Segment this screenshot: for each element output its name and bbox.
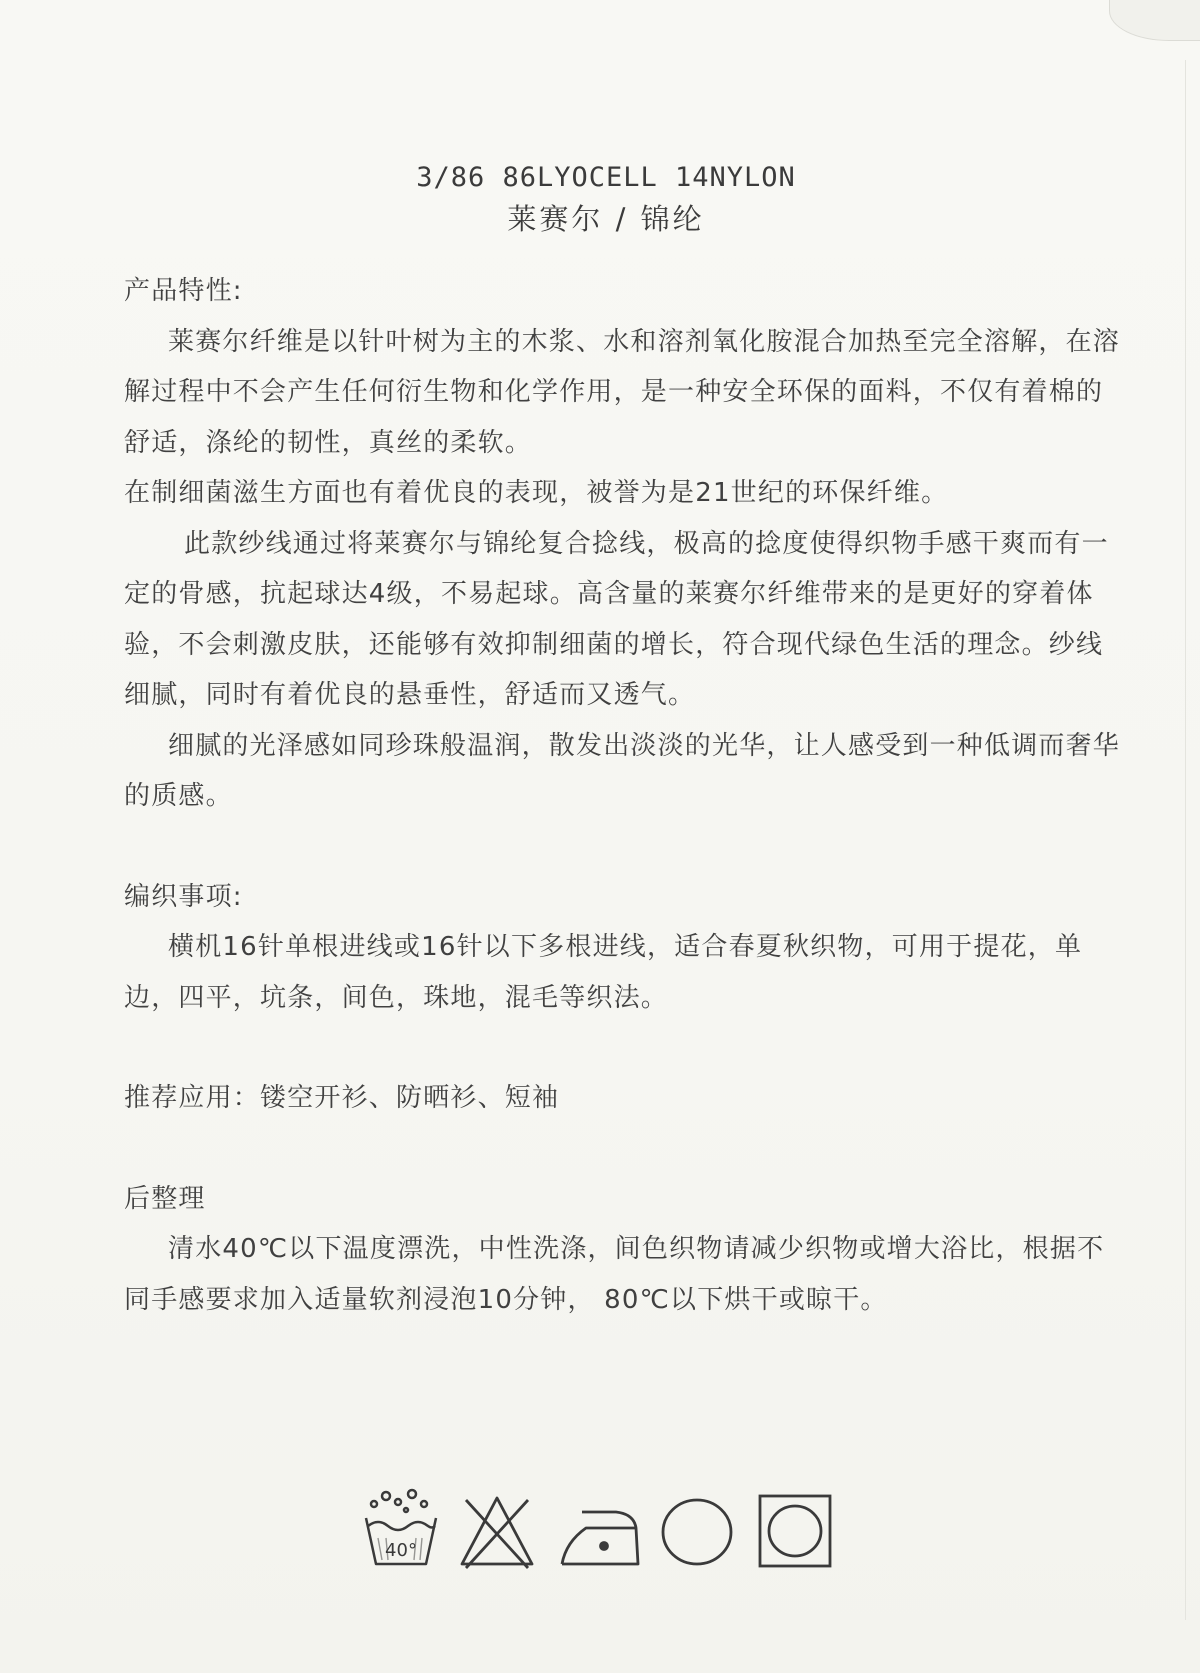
features-paragraph-3: 此款纱线通过将莱赛尔与锦纶复合捻线，极高的捻度使得织物手感干爽而有一定的骨感，抗起球达4级，不易起球。高含量的莱赛尔纤维带来的是更好的穿着体验，不会刺激皮肤，还能够有效抑制细菌的增长，符合现代绿色生活的理念。纱线细腻，同时有着优良的悬垂性，舒适而又透气。 [124,528,1109,710]
application-text: 推荐应用：镂空开衫、防晒衫、短袖 [124,1083,560,1113]
title-english: 3/86 86LYOCELL 14NYLON [416,162,796,193]
features-paragraph-4: 细腻的光泽感如同珍珠般温润，散发出淡淡的光华，让人感受到一种低调而奢华的质感。 [124,730,1121,811]
iron-low-icon [556,1484,642,1574]
finishing-heading: 后整理 [124,1183,206,1214]
wash-temp-label: 40° [385,1540,417,1561]
features-heading: 产品特性: [124,276,243,306]
features-paragraph-1: 莱赛尔纤维是以针叶树为主的木浆、水和溶剂氧化胺混合加热至完全溶解，在溶解过程中不会产生任何衍生物和化学作用，是一种安全环保的面料，不仅有着棉的舒适，涤纶的韧性，真丝的柔软。 [124,326,1121,458]
dry-clean-icon [656,1484,738,1574]
spacer [124,822,1124,872]
finishing-text: 清水40℃以下温度漂洗，中性洗涤，间色织物请减少织物或增大浴比，根据不同手感要求加入适量软剂浸泡10分钟， 80℃以下烘干或晾干。 [124,1234,1105,1315]
spacer [124,1023,1124,1073]
spacer [124,1124,1124,1174]
features-paragraph-2: 在制细菌滋生方面也有着优良的表现，被誉为是21世纪的环保纤维。 [124,478,949,508]
knitting-text: 横机16针单根进线或16针以下多根进线，适合春夏秋织物，可用于提花，单边，四平，坑条，间色，珠地，混毛等织法。 [124,932,1083,1013]
document-body [124,266,1124,1325]
care-symbols [360,1484,840,1574]
page-edge [1185,60,1186,1620]
do-not-bleach-icon [456,1484,538,1574]
page-corner [1109,0,1200,41]
knitting-heading: 编织事项: [124,881,243,912]
title-block [0,158,1200,240]
tumble-dry-icon [754,1484,836,1574]
wash-40-icon [360,1484,442,1574]
title-chinese: 莱赛尔 / 锦纶 [507,202,705,236]
